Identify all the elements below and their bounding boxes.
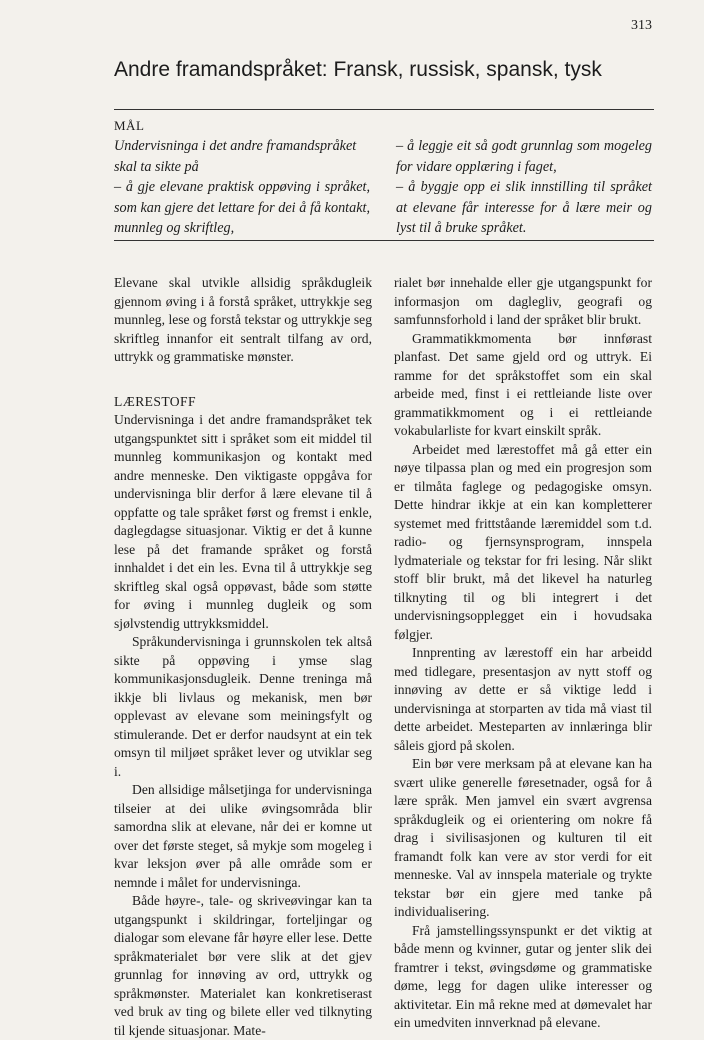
top-rule (114, 109, 654, 110)
goal-item: – å gje elevane praktisk oppøving i språket, som kan gjere det lettare for dei å få kontakt, munnleg og skriftleg, (114, 179, 370, 236)
page-title: Andre framandspråket: Fransk, russisk, spansk, tysk (114, 58, 602, 81)
body-paragraph: Ein bør vere merksam på at elevane kan ha svært ulike generelle føresetnader, også for å lære språk. Men jamvel ein svært avgrensa språkdugleik og ei orientering om nokre få drag i sivilisasjonen og kulturen til eit framandt folk kan vere av stor verdi for eit menneske. Val av innspela materiale og trykte tekstar bør ein gjere med tanke på individualisering. (394, 756, 652, 919)
body-paragraph: rialet bør innehalde eller gje utgangspunkt for informasjon om daglegliv, geografi og samfunnsforhold i land der språket blir brukt. (394, 275, 652, 327)
body-paragraph: Arbeidet med lærestoffet må gå etter ein nøye tilpassa plan og med ein progresjon som er tilmåta faglege og pedagogiske omsyn. Dette hindrar ikkje at ein kan kompletterer systemet med frittståande læremiddel som t.d. radio- og fjernsynsprogram, innspela lydmateriale og tekstar for fri lesing. Når slikt stoff blir brukt, må det likevel ha naturleg tilknyting til og bli integrert i det undervisningsopplegget ein i hovudsaka følgjer. (394, 441, 652, 642)
body-paragraph: Undervisninga i det andre framandspråket tek utgangspunktet sitt i språket som eit middel til munnleg kommunikasjon og kontakt med andre menneske. Den viktigaste oppgåva for undervisninga blir derfor å lære elevane til å oppfatte og tale språket først og fremst i enkle, daglegdagse situasjonar. Viktig er det å kunne lese på det framande språket og forstå innhaldet i det ein les. Evna til å uttrykkje seg skriftleg skal også oppøvast, både som støtte for øving i munnleg dugleik og som sjølvstendig uttrykksmiddel. (114, 412, 372, 631)
goal-item: – å leggje eit så godt grunnlag som mogeleg for vidare opplæring i faget, (396, 138, 652, 175)
section-heading: LÆRESTOFF (114, 393, 196, 409)
goals-left-column (114, 136, 370, 239)
body-paragraph: Grammatikkmomenta bør innførast planfast. Det same gjeld ord og uttryk. Ei ramme for det språkstoffet som ein skal arbeide med, finst i ei rettleiande liste over grammatikkmoment og i ei rettleiande vokabularliste for kvart einskilt språk. (394, 330, 652, 438)
body-right-column (394, 274, 652, 1033)
body-paragraph: Elevane skal utvikle allsidig språkdugleik gjennom øving i å forstå språket, uttrykkje seg munnleg, lese og forstå tekstar og uttrykkje seg skriftleg innanfor eit sentralt tilfang av ord, uttrykk og grammatiske mønster. (114, 275, 372, 364)
body-paragraph: Både høyre-, tale- og skriveøvingar kan ta utgangspunkt i skildringar, forteljingar og dialogar som elevane får høyre eller lese. Dette språkmaterialet bør vere slik at det gjev grunnlag for innøving av ord, uttrykk og språkmønster. Materialet kan konkretiserast ved bruk av ting og bilete eller ved tilknyting til kjende situasjonar. Mate- (114, 893, 372, 1038)
body-paragraph: Frå jamstellingssynspunkt er det viktig at både menn og kvinner, gutar og jenter slik dei framtrer i tekst, øvingsdøme og grammatiske døme, legg for dagen ulike interesser og aktivitetar. Ein må rekne med at dømevalet har ein umedviten innverknad på elevane. (394, 922, 652, 1030)
goals-intro-line: Undervisninga i det andre framandspråket (114, 138, 357, 154)
body-paragraph: Den allsidige målsetjinga for undervisninga tilseier at dei ulike øvingsområda blir samordna slik at elevane, når dei er komne ut over det første steget, så mykje som mogeleg i kvar leksjon øver på alle område som er nemnde i målet for undervisninga. (114, 782, 372, 890)
goals-heading: MÅL (114, 118, 145, 133)
page-number: 313 (631, 18, 652, 33)
goal-item: – å byggje opp ei slik innstilling til språket at elevane får interesse for å lære meir og lyst til å bruke språket. (396, 179, 652, 236)
body-paragraph: Språkundervisninga i grunnskolen tek altså sikte på oppøving i ymse slag kommunikasjonsdugleik. Denne treninga må ikkje bli livlaus og mekanisk, men bør opplevast av elevane som meiningsfylt og stimulerande. Det er derfor naudsynt at ein tek omsyn til miljøet språket lever og utviklar seg i. (114, 634, 372, 779)
body-paragraph: Innprenting av lærestoff ein har arbeidd med tidlegare, presentasjon av nytt stoff og innøving av dette er så viktige ledd i undervisninga at storparten av tida må viast til dette arbeidet. Mesteparten av innlæringa blir såleis gjord på skolen. (394, 645, 652, 753)
body-left-column (114, 274, 372, 1040)
goals-intro-line: skal ta sikte på (114, 158, 199, 175)
goals-right-column (396, 136, 652, 239)
bottom-rule (114, 240, 654, 241)
